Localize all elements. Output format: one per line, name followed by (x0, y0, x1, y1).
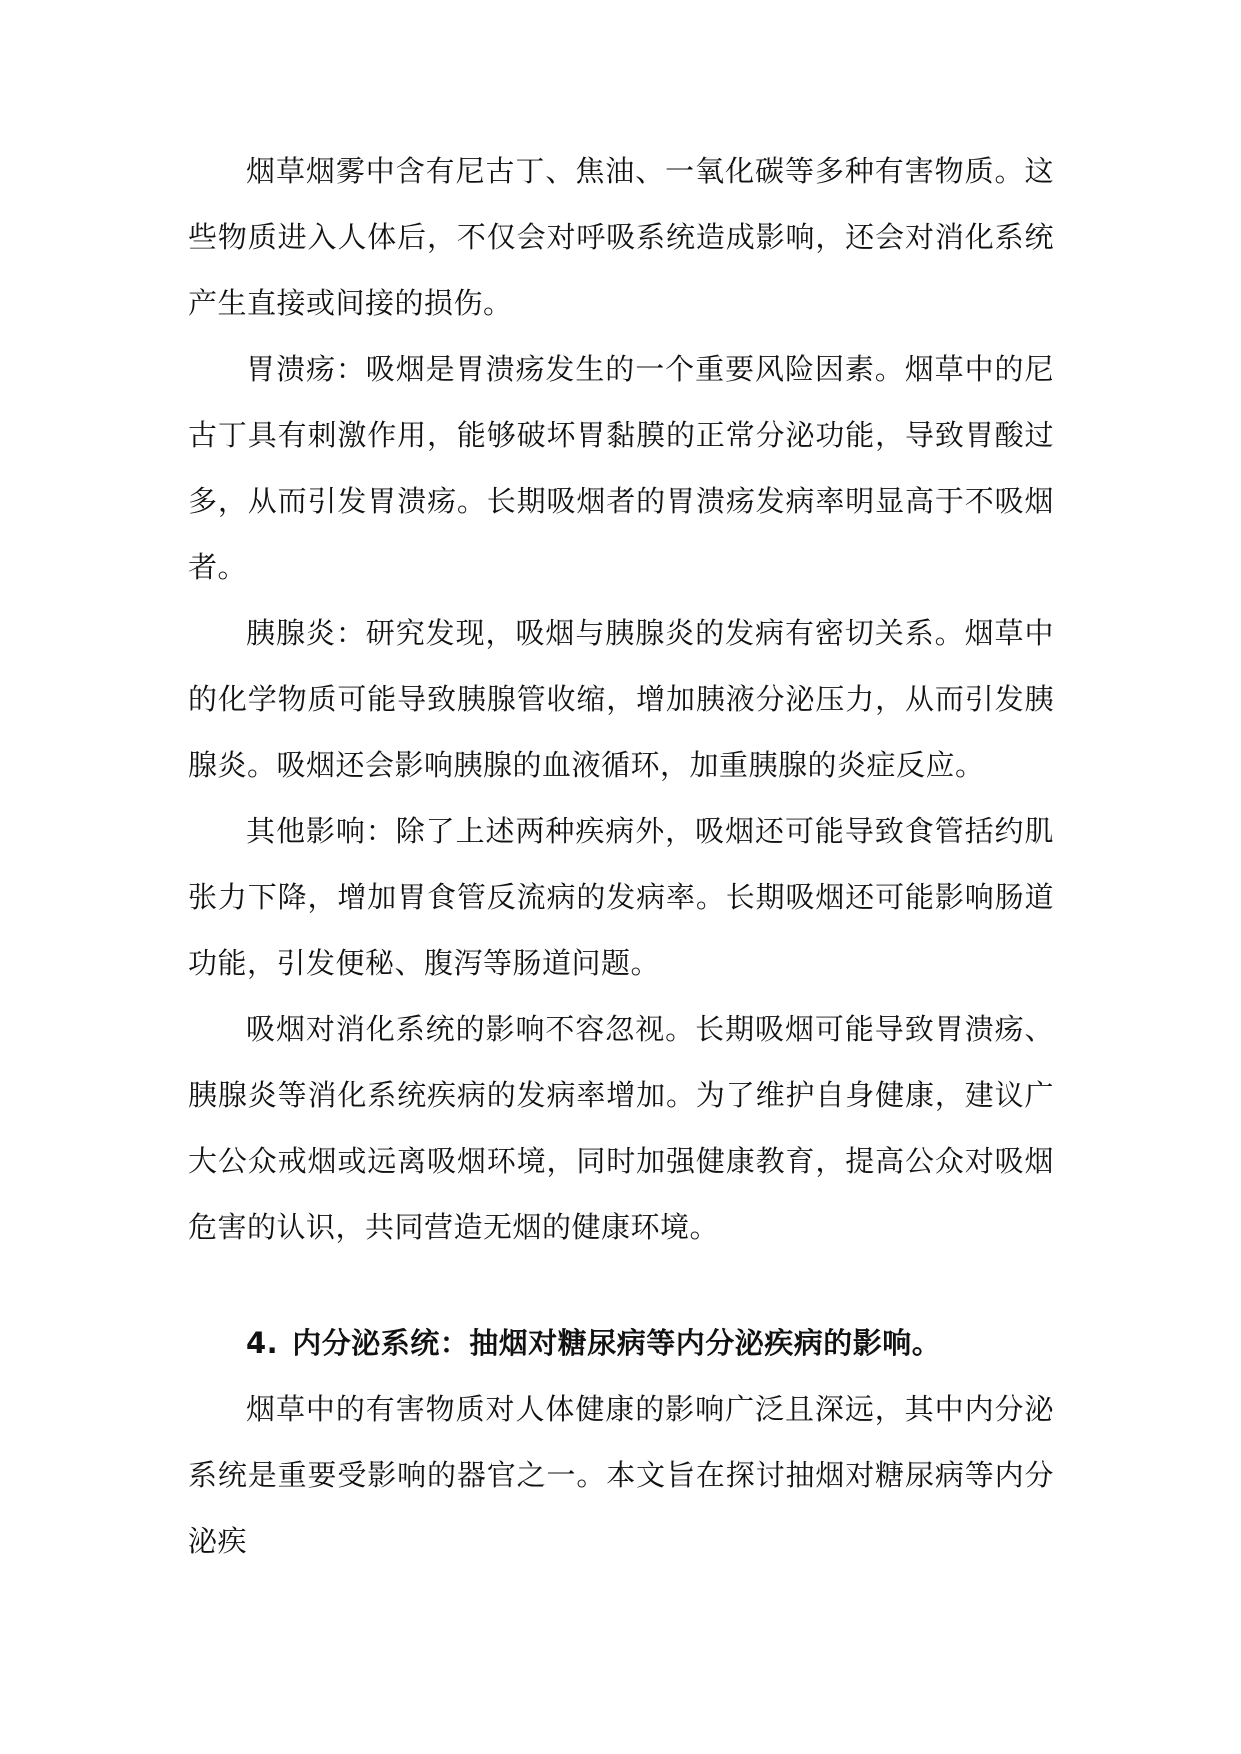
page-content (188, 138, 1054, 1574)
paragraph-other-effects: 其他影响：除了上述两种疾病外，吸烟还可能导致食管括约肌张力下降，增加胃食管反流病的发病率。长期吸烟还可能影响肠道功能，引发便秘、腹泻等肠道问题。 (188, 814, 1054, 980)
paragraph-smoke-substances: 烟草烟雾中含有尼古丁、焦油、一氧化碳等多种有害物质。这些物质进入人体后，不仅会对呼吸系统造成影响，还会对消化系统产生直接或间接的损伤。 (188, 154, 1054, 320)
section-number: 4. (246, 1326, 279, 1360)
paragraph-pancreatitis: 胰腺炎：研究发现，吸烟与胰腺炎的发病有密切关系。烟草中的化学物质可能导致胰腺管收缩，增加胰液分泌压力，从而引发胰腺炎。吸烟还会影响胰腺的血液循环，加重胰腺的炎症反应。 (188, 616, 1054, 782)
paragraph-digestive-summary: 吸烟对消化系统的影响不容忽视。长期吸烟可能导致胃溃疡、胰腺炎等消化系统疾病的发病率增加。为了维护自身健康，建议广大公众戒烟或远离吸烟环境，同时加强健康教育，提高公众对吸烟危害的认识，共同营造无烟的健康环境。 (188, 1012, 1054, 1244)
paragraph-endocrine-intro: 烟草中的有害物质对人体健康的影响广泛且深远，其中内分泌系统是重要受影响的器官之一。本文旨在探讨抽烟对糖尿病等内分泌疾 (188, 1392, 1054, 1558)
section-heading (188, 1260, 1054, 1376)
paragraph-gastric-ulcer: 胃溃疡：吸烟是胃溃疡发生的一个重要风险因素。烟草中的尼古丁具有刺激作用，能够破坏胃黏膜的正常分泌功能，导致胃酸过多，从而引发胃溃疡。长期吸烟者的胃溃疡发病率明显高于不吸烟者。 (188, 352, 1054, 584)
section-title: 内分泌系统：抽烟对糖尿病等内分泌疾病的影响。 (292, 1326, 942, 1360)
